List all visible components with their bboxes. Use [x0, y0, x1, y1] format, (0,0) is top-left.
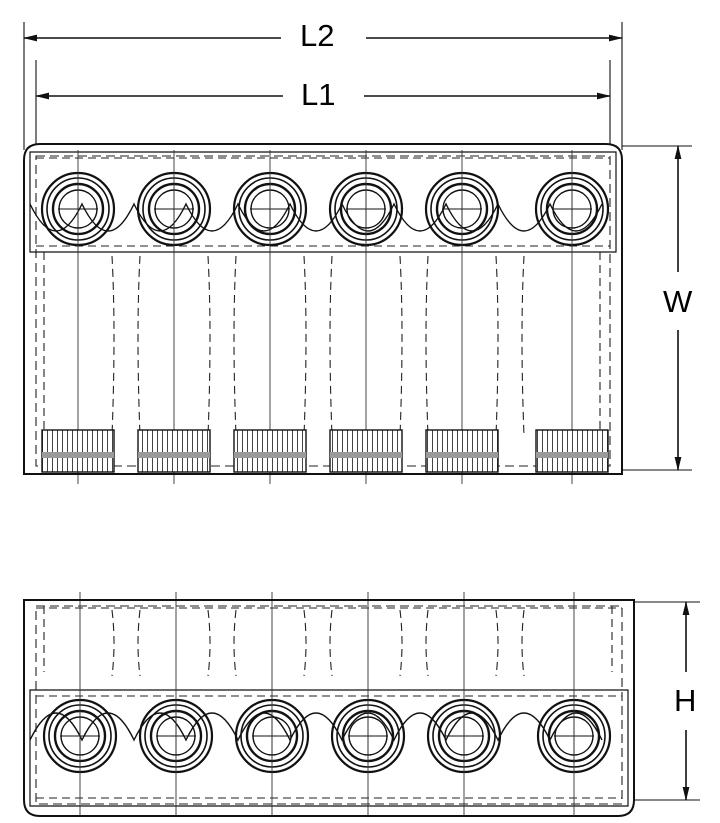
top-view [24, 144, 622, 484]
dimension-label-w: W [663, 284, 693, 319]
dimension-label-l1: L1 [301, 77, 336, 112]
front-view [24, 592, 634, 816]
dimension-label-l2: L2 [300, 18, 335, 53]
dimension-label-h: H [674, 683, 697, 718]
